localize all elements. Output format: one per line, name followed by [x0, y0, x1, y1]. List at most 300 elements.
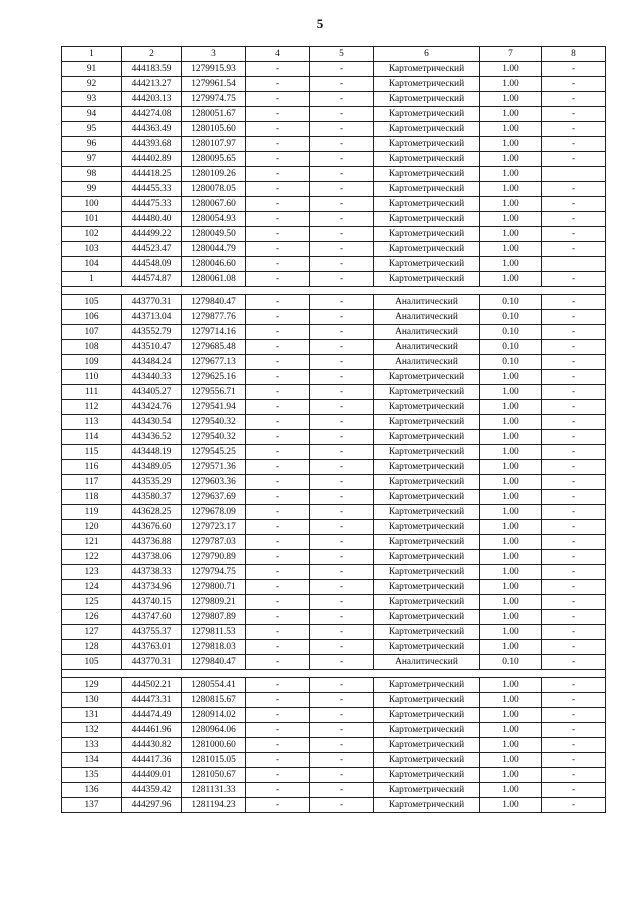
y-coordinate: 1279877.76: [182, 310, 246, 325]
x-coordinate: 443755.37: [122, 625, 182, 640]
point-number: 98: [62, 167, 122, 182]
col5-value: -: [310, 62, 374, 77]
method: Картометрический: [374, 753, 480, 768]
col5-value: -: [310, 430, 374, 445]
col8-value: -: [542, 708, 606, 723]
y-coordinate: 1280061.08: [182, 272, 246, 287]
col8-value: -: [542, 62, 606, 77]
x-coordinate: 444417.36: [122, 753, 182, 768]
accuracy: 1.00: [480, 182, 542, 197]
col8-value: -: [542, 370, 606, 385]
x-coordinate: 444502.21: [122, 678, 182, 693]
accuracy: 1.00: [480, 753, 542, 768]
col4-value: -: [246, 678, 310, 693]
y-coordinate: 1281050.67: [182, 768, 246, 783]
table-row: [62, 340, 606, 355]
method: Картометрический: [374, 152, 480, 167]
col4-value: -: [246, 595, 310, 610]
x-coordinate: 444297.96: [122, 798, 182, 813]
point-number: 96: [62, 137, 122, 152]
x-coordinate: 443770.31: [122, 655, 182, 670]
point-number: 114: [62, 430, 122, 445]
col8-value: -: [542, 445, 606, 460]
col5-value: -: [310, 565, 374, 580]
col5-value: -: [310, 610, 374, 625]
method: Аналитический: [374, 295, 480, 310]
x-coordinate: 444183.59: [122, 62, 182, 77]
col8-value: -: [542, 505, 606, 520]
y-coordinate: 1280107.97: [182, 137, 246, 152]
accuracy: 1.00: [480, 122, 542, 137]
col4-value: -: [246, 415, 310, 430]
point-number: 127: [62, 625, 122, 640]
col4-value: -: [246, 708, 310, 723]
col4-value: -: [246, 655, 310, 670]
col8-value: -: [542, 325, 606, 340]
point-number: 91: [62, 62, 122, 77]
method: Картометрический: [374, 723, 480, 738]
method: Картометрический: [374, 708, 480, 723]
col5-value: -: [310, 295, 374, 310]
x-coordinate: 443424.76: [122, 400, 182, 415]
col5-value: -: [310, 655, 374, 670]
y-coordinate: 1281015.05: [182, 753, 246, 768]
accuracy: 0.10: [480, 655, 542, 670]
col5-value: -: [310, 137, 374, 152]
point-number: 105: [62, 655, 122, 670]
col8-value: -: [542, 475, 606, 490]
table-row: [62, 227, 606, 242]
method: Картометрический: [374, 768, 480, 783]
table-row: [62, 355, 606, 370]
x-coordinate: 443628.25: [122, 505, 182, 520]
separator-row: [62, 287, 606, 295]
x-coordinate: 444359.42: [122, 783, 182, 798]
x-coordinate: 443580.37: [122, 490, 182, 505]
x-coordinate: 443736.88: [122, 535, 182, 550]
point-number: 134: [62, 753, 122, 768]
col4-value: -: [246, 137, 310, 152]
col4-value: -: [246, 370, 310, 385]
accuracy: 1.00: [480, 77, 542, 92]
method: Картометрический: [374, 167, 480, 182]
x-coordinate: 444473.31: [122, 693, 182, 708]
y-coordinate: 1279677.13: [182, 355, 246, 370]
col8-value: -: [542, 550, 606, 565]
method: Картометрический: [374, 227, 480, 242]
point-number: 123: [62, 565, 122, 580]
accuracy: 1.00: [480, 595, 542, 610]
col4-value: -: [246, 520, 310, 535]
col8-value: -: [542, 595, 606, 610]
x-coordinate: 443770.31: [122, 295, 182, 310]
point-number: 99: [62, 182, 122, 197]
col5-value: -: [310, 152, 374, 167]
col8-value: -: [542, 340, 606, 355]
table-row: [62, 535, 606, 550]
point-number: 100: [62, 197, 122, 212]
y-coordinate: 1280815.67: [182, 693, 246, 708]
col5-value: -: [310, 625, 374, 640]
col5-value: -: [310, 693, 374, 708]
col8-value: -: [542, 122, 606, 137]
col5-value: -: [310, 798, 374, 813]
col8-value: [542, 167, 606, 182]
col4-value: -: [246, 295, 310, 310]
accuracy: 1.00: [480, 738, 542, 753]
table-row: [62, 655, 606, 670]
table-row: [62, 122, 606, 137]
x-coordinate: 443763.01: [122, 640, 182, 655]
col5-value: -: [310, 227, 374, 242]
table-row: [62, 783, 606, 798]
y-coordinate: 1280044.79: [182, 242, 246, 257]
x-coordinate: 444409.01: [122, 768, 182, 783]
col4-value: -: [246, 92, 310, 107]
y-coordinate: 1280049.50: [182, 227, 246, 242]
y-coordinate: 1280964.06: [182, 723, 246, 738]
point-number: 115: [62, 445, 122, 460]
point-number: 93: [62, 92, 122, 107]
y-coordinate: 1280054.93: [182, 212, 246, 227]
accuracy: 1.00: [480, 625, 542, 640]
col5-value: -: [310, 197, 374, 212]
point-number: 95: [62, 122, 122, 137]
accuracy: 1.00: [480, 565, 542, 580]
col5-value: -: [310, 445, 374, 460]
accuracy: 1.00: [480, 272, 542, 287]
point-number: 120: [62, 520, 122, 535]
col8-value: -: [542, 77, 606, 92]
col5-value: -: [310, 92, 374, 107]
col4-value: -: [246, 753, 310, 768]
table-row: [62, 430, 606, 445]
x-coordinate: 444393.68: [122, 137, 182, 152]
accuracy: 0.10: [480, 295, 542, 310]
method: Картометрический: [374, 475, 480, 490]
col8-value: -: [542, 212, 606, 227]
table-row: [62, 370, 606, 385]
table-row: [62, 325, 606, 340]
point-number: 92: [62, 77, 122, 92]
y-coordinate: 1280914.02: [182, 708, 246, 723]
col5-value: -: [310, 400, 374, 415]
y-coordinate: 1279545.25: [182, 445, 246, 460]
col5-value: -: [310, 385, 374, 400]
point-number: 112: [62, 400, 122, 415]
accuracy: 1.00: [480, 640, 542, 655]
col5-value: -: [310, 708, 374, 723]
col8-value: -: [542, 310, 606, 325]
col5-value: -: [310, 678, 374, 693]
x-coordinate: 443738.33: [122, 565, 182, 580]
x-coordinate: 444455.33: [122, 182, 182, 197]
table-row: [62, 753, 606, 768]
accuracy: 0.10: [480, 325, 542, 340]
x-coordinate: 443448.19: [122, 445, 182, 460]
accuracy: 1.00: [480, 227, 542, 242]
x-coordinate: 443740.15: [122, 595, 182, 610]
method: Картометрический: [374, 798, 480, 813]
method: Картометрический: [374, 430, 480, 445]
column-header-6: 6: [374, 47, 480, 62]
table-row: [62, 625, 606, 640]
x-coordinate: 443738.06: [122, 550, 182, 565]
col5-value: -: [310, 77, 374, 92]
col8-value: -: [542, 182, 606, 197]
col5-value: -: [310, 535, 374, 550]
col4-value: -: [246, 182, 310, 197]
y-coordinate: 1279807.89: [182, 610, 246, 625]
table-row: [62, 595, 606, 610]
col4-value: -: [246, 505, 310, 520]
point-number: 129: [62, 678, 122, 693]
col5-value: -: [310, 242, 374, 257]
col4-value: -: [246, 385, 310, 400]
y-coordinate: 1279800.71: [182, 580, 246, 595]
y-coordinate: 1279678.09: [182, 505, 246, 520]
table-row: [62, 565, 606, 580]
table-row: [62, 768, 606, 783]
method: Картометрический: [374, 693, 480, 708]
x-coordinate: 443734.96: [122, 580, 182, 595]
method: Картометрический: [374, 122, 480, 137]
accuracy: 0.10: [480, 340, 542, 355]
col4-value: -: [246, 625, 310, 640]
point-number: 105: [62, 295, 122, 310]
method: Картометрический: [374, 182, 480, 197]
col8-value: -: [542, 227, 606, 242]
col8-value: -: [542, 197, 606, 212]
point-number: 1: [62, 272, 122, 287]
col8-value: -: [542, 535, 606, 550]
accuracy: 1.00: [480, 550, 542, 565]
col5-value: -: [310, 580, 374, 595]
col4-value: -: [246, 340, 310, 355]
accuracy: 1.00: [480, 678, 542, 693]
col4-value: -: [246, 610, 310, 625]
y-coordinate: 1281000.60: [182, 738, 246, 753]
col8-value: -: [542, 565, 606, 580]
accuracy: 1.00: [480, 693, 542, 708]
x-coordinate: 444523.47: [122, 242, 182, 257]
table-row: [62, 678, 606, 693]
col4-value: -: [246, 738, 310, 753]
point-number: 109: [62, 355, 122, 370]
x-coordinate: 443535.29: [122, 475, 182, 490]
accuracy: 1.00: [480, 535, 542, 550]
x-coordinate: 443552.79: [122, 325, 182, 340]
y-coordinate: 1280554.41: [182, 678, 246, 693]
col5-value: -: [310, 340, 374, 355]
method: Картометрический: [374, 625, 480, 640]
col4-value: -: [246, 693, 310, 708]
col8-value: -: [542, 640, 606, 655]
method: Картометрический: [374, 535, 480, 550]
table-row: [62, 460, 606, 475]
accuracy: 1.00: [480, 798, 542, 813]
y-coordinate: 1279794.75: [182, 565, 246, 580]
col4-value: -: [246, 227, 310, 242]
col4-value: -: [246, 107, 310, 122]
point-number: 101: [62, 212, 122, 227]
col8-value: -: [542, 610, 606, 625]
col4-value: -: [246, 783, 310, 798]
method: Картометрический: [374, 678, 480, 693]
accuracy: 1.00: [480, 505, 542, 520]
col5-value: -: [310, 550, 374, 565]
col4-value: -: [246, 723, 310, 738]
x-coordinate: 443713.04: [122, 310, 182, 325]
col4-value: -: [246, 152, 310, 167]
col4-value: -: [246, 197, 310, 212]
y-coordinate: 1280095.65: [182, 152, 246, 167]
method: Картометрический: [374, 640, 480, 655]
accuracy: 1.00: [480, 445, 542, 460]
accuracy: 1.00: [480, 415, 542, 430]
method: Картометрический: [374, 370, 480, 385]
x-coordinate: 443440.33: [122, 370, 182, 385]
method: Аналитический: [374, 340, 480, 355]
column-header-3: 3: [182, 47, 246, 62]
method: Аналитический: [374, 310, 480, 325]
table-row: [62, 640, 606, 655]
table-row: [62, 137, 606, 152]
table-row: [62, 415, 606, 430]
col5-value: -: [310, 310, 374, 325]
col8-value: -: [542, 798, 606, 813]
accuracy: 1.00: [480, 62, 542, 77]
y-coordinate: 1279714.16: [182, 325, 246, 340]
col8-value: -: [542, 107, 606, 122]
method: Картометрический: [374, 92, 480, 107]
table-row: [62, 520, 606, 535]
table-row: [62, 550, 606, 565]
col8-value: -: [542, 580, 606, 595]
table-row: [62, 708, 606, 723]
accuracy: 1.00: [480, 768, 542, 783]
col5-value: -: [310, 768, 374, 783]
point-number: 102: [62, 227, 122, 242]
col8-value: -: [542, 355, 606, 370]
method: Картометрический: [374, 580, 480, 595]
point-number: 135: [62, 768, 122, 783]
table-row: [62, 182, 606, 197]
table-row: [62, 385, 606, 400]
col5-value: -: [310, 355, 374, 370]
x-coordinate: 444474.49: [122, 708, 182, 723]
accuracy: 1.00: [480, 783, 542, 798]
point-number: 126: [62, 610, 122, 625]
col8-value: -: [542, 753, 606, 768]
point-number: 107: [62, 325, 122, 340]
method: Картометрический: [374, 505, 480, 520]
col5-value: -: [310, 460, 374, 475]
method: Картометрический: [374, 595, 480, 610]
accuracy: 0.10: [480, 355, 542, 370]
col8-value: -: [542, 400, 606, 415]
method: Картометрический: [374, 738, 480, 753]
col4-value: -: [246, 640, 310, 655]
table-row: [62, 505, 606, 520]
table-row: [62, 212, 606, 227]
x-coordinate: 444461.96: [122, 723, 182, 738]
x-coordinate: 444480.40: [122, 212, 182, 227]
accuracy: 1.00: [480, 400, 542, 415]
x-coordinate: 444418.25: [122, 167, 182, 182]
col4-value: -: [246, 257, 310, 272]
table-row: [62, 610, 606, 625]
column-header-1: 1: [62, 47, 122, 62]
x-coordinate: 443747.60: [122, 610, 182, 625]
point-number: 106: [62, 310, 122, 325]
method: Картометрический: [374, 783, 480, 798]
y-coordinate: 1281131.33: [182, 783, 246, 798]
y-coordinate: 1279787.03: [182, 535, 246, 550]
col4-value: -: [246, 272, 310, 287]
coordinates-table: [61, 46, 606, 813]
method: Аналитический: [374, 325, 480, 340]
col4-value: -: [246, 325, 310, 340]
col8-value: -: [542, 723, 606, 738]
col5-value: -: [310, 475, 374, 490]
col8-value: -: [542, 415, 606, 430]
y-coordinate: 1279540.32: [182, 430, 246, 445]
x-coordinate: 444430.82: [122, 738, 182, 753]
col5-value: -: [310, 505, 374, 520]
col8-value: -: [542, 783, 606, 798]
point-number: 116: [62, 460, 122, 475]
col8-value: -: [542, 678, 606, 693]
col5-value: -: [310, 783, 374, 798]
x-coordinate: 443405.27: [122, 385, 182, 400]
y-coordinate: 1279818.03: [182, 640, 246, 655]
col5-value: -: [310, 640, 374, 655]
col5-value: -: [310, 723, 374, 738]
point-number: 122: [62, 550, 122, 565]
accuracy: 1.00: [480, 212, 542, 227]
point-number: 128: [62, 640, 122, 655]
table-row: [62, 490, 606, 505]
col5-value: -: [310, 490, 374, 505]
col8-value: -: [542, 152, 606, 167]
y-coordinate: 1279603.36: [182, 475, 246, 490]
col5-value: -: [310, 122, 374, 137]
col5-value: -: [310, 107, 374, 122]
method: Картометрический: [374, 460, 480, 475]
method: Картометрический: [374, 445, 480, 460]
point-number: 136: [62, 783, 122, 798]
y-coordinate: 1279974.75: [182, 92, 246, 107]
accuracy: 1.00: [480, 370, 542, 385]
accuracy: 1.00: [480, 520, 542, 535]
col4-value: -: [246, 565, 310, 580]
accuracy: 1.00: [480, 137, 542, 152]
point-number: 111: [62, 385, 122, 400]
column-header-4: 4: [246, 47, 310, 62]
col5-value: -: [310, 415, 374, 430]
table-row: [62, 152, 606, 167]
col4-value: -: [246, 242, 310, 257]
separator-row: [62, 670, 606, 678]
x-coordinate: 444402.89: [122, 152, 182, 167]
table-row: [62, 400, 606, 415]
col4-value: -: [246, 580, 310, 595]
point-number: 110: [62, 370, 122, 385]
col4-value: -: [246, 798, 310, 813]
table-row: [62, 295, 606, 310]
col4-value: -: [246, 460, 310, 475]
